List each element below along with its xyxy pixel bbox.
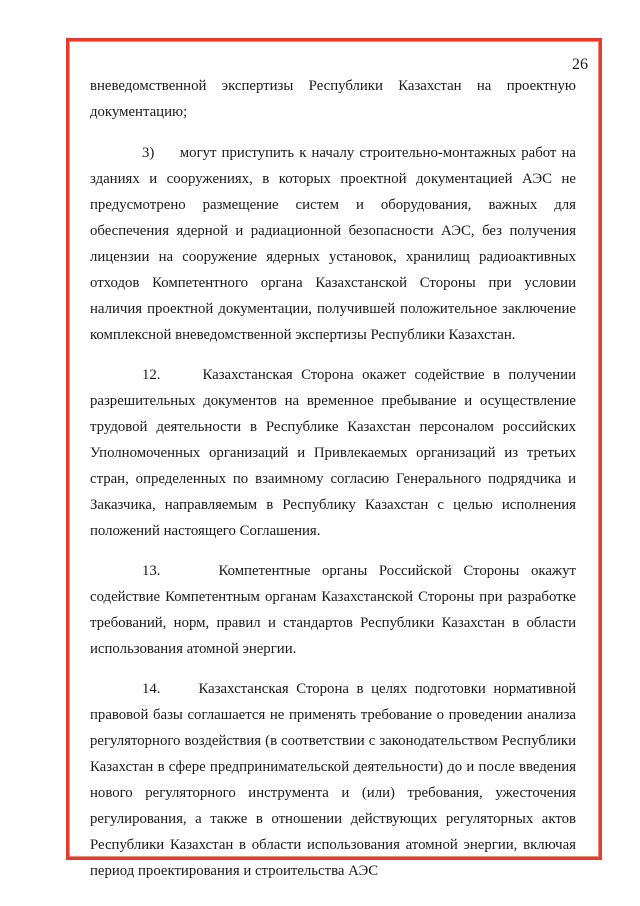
paragraph-clause-12: 12. Казахстанская Сторона окажет содействие в получении разрешительных документов на временное пребывание и осуществление трудовой деятельности в Республике Казахстан персоналом российских Уполномоченных организаций и Привлекаемых организаций из третьих стран, определенных по взаимному согласию Генерального подрядчика и Заказчика, направляемым в Республику Казахстан с целью исполнения положений настоящего Соглашения. <box>90 367 576 539</box>
page-number: 26 <box>572 56 588 73</box>
document-body <box>90 73 576 884</box>
paragraph-continuation: вневедомственной экспертизы Республики Казахстан на проектную документацию; <box>90 78 576 120</box>
paragraph-item-3: 3) могут приступить к началу строительно-монтажных работ на зданиях и сооружениях, в которых проектной документацией АЭС не предусмотрено размещение систем и оборудования, важных для обеспечения ядерной и радиационной безопасности АЭС, без получения лицензии на сооружение ядерных установок, хранилищ радиоактивных отходов Компетентного органа Казахстанской Стороны при условии наличия проектной документации, получившей положительное заключение комплексной вневедомственной экспертизы Республики Казахстан. <box>90 145 576 343</box>
paragraph-clause-13: 13. Компетентные органы Российской Стороны окажут содействие Компетентным органам Казахстанской Стороны при разработке требований, норм, правил и стандартов Республики Казахстан в области использования атомной энергии. <box>90 563 576 657</box>
paragraph-clause-14: 14. Казахстанская Сторона в целях подготовки нормативной правовой базы соглашается не применять требование о проведении анализа регуляторного воздействия (в соответствии с законодательством Республики Казахстан в сфере предпринимательской деятельности) до и после введения нового регуляторного инструмента и (или) требования, ужесточения регулирования, а также в отношении действующих регуляторных актов Республики Казахстан в области использования атомной энергии, включая период проектирования и строительства АЭС <box>90 681 576 879</box>
